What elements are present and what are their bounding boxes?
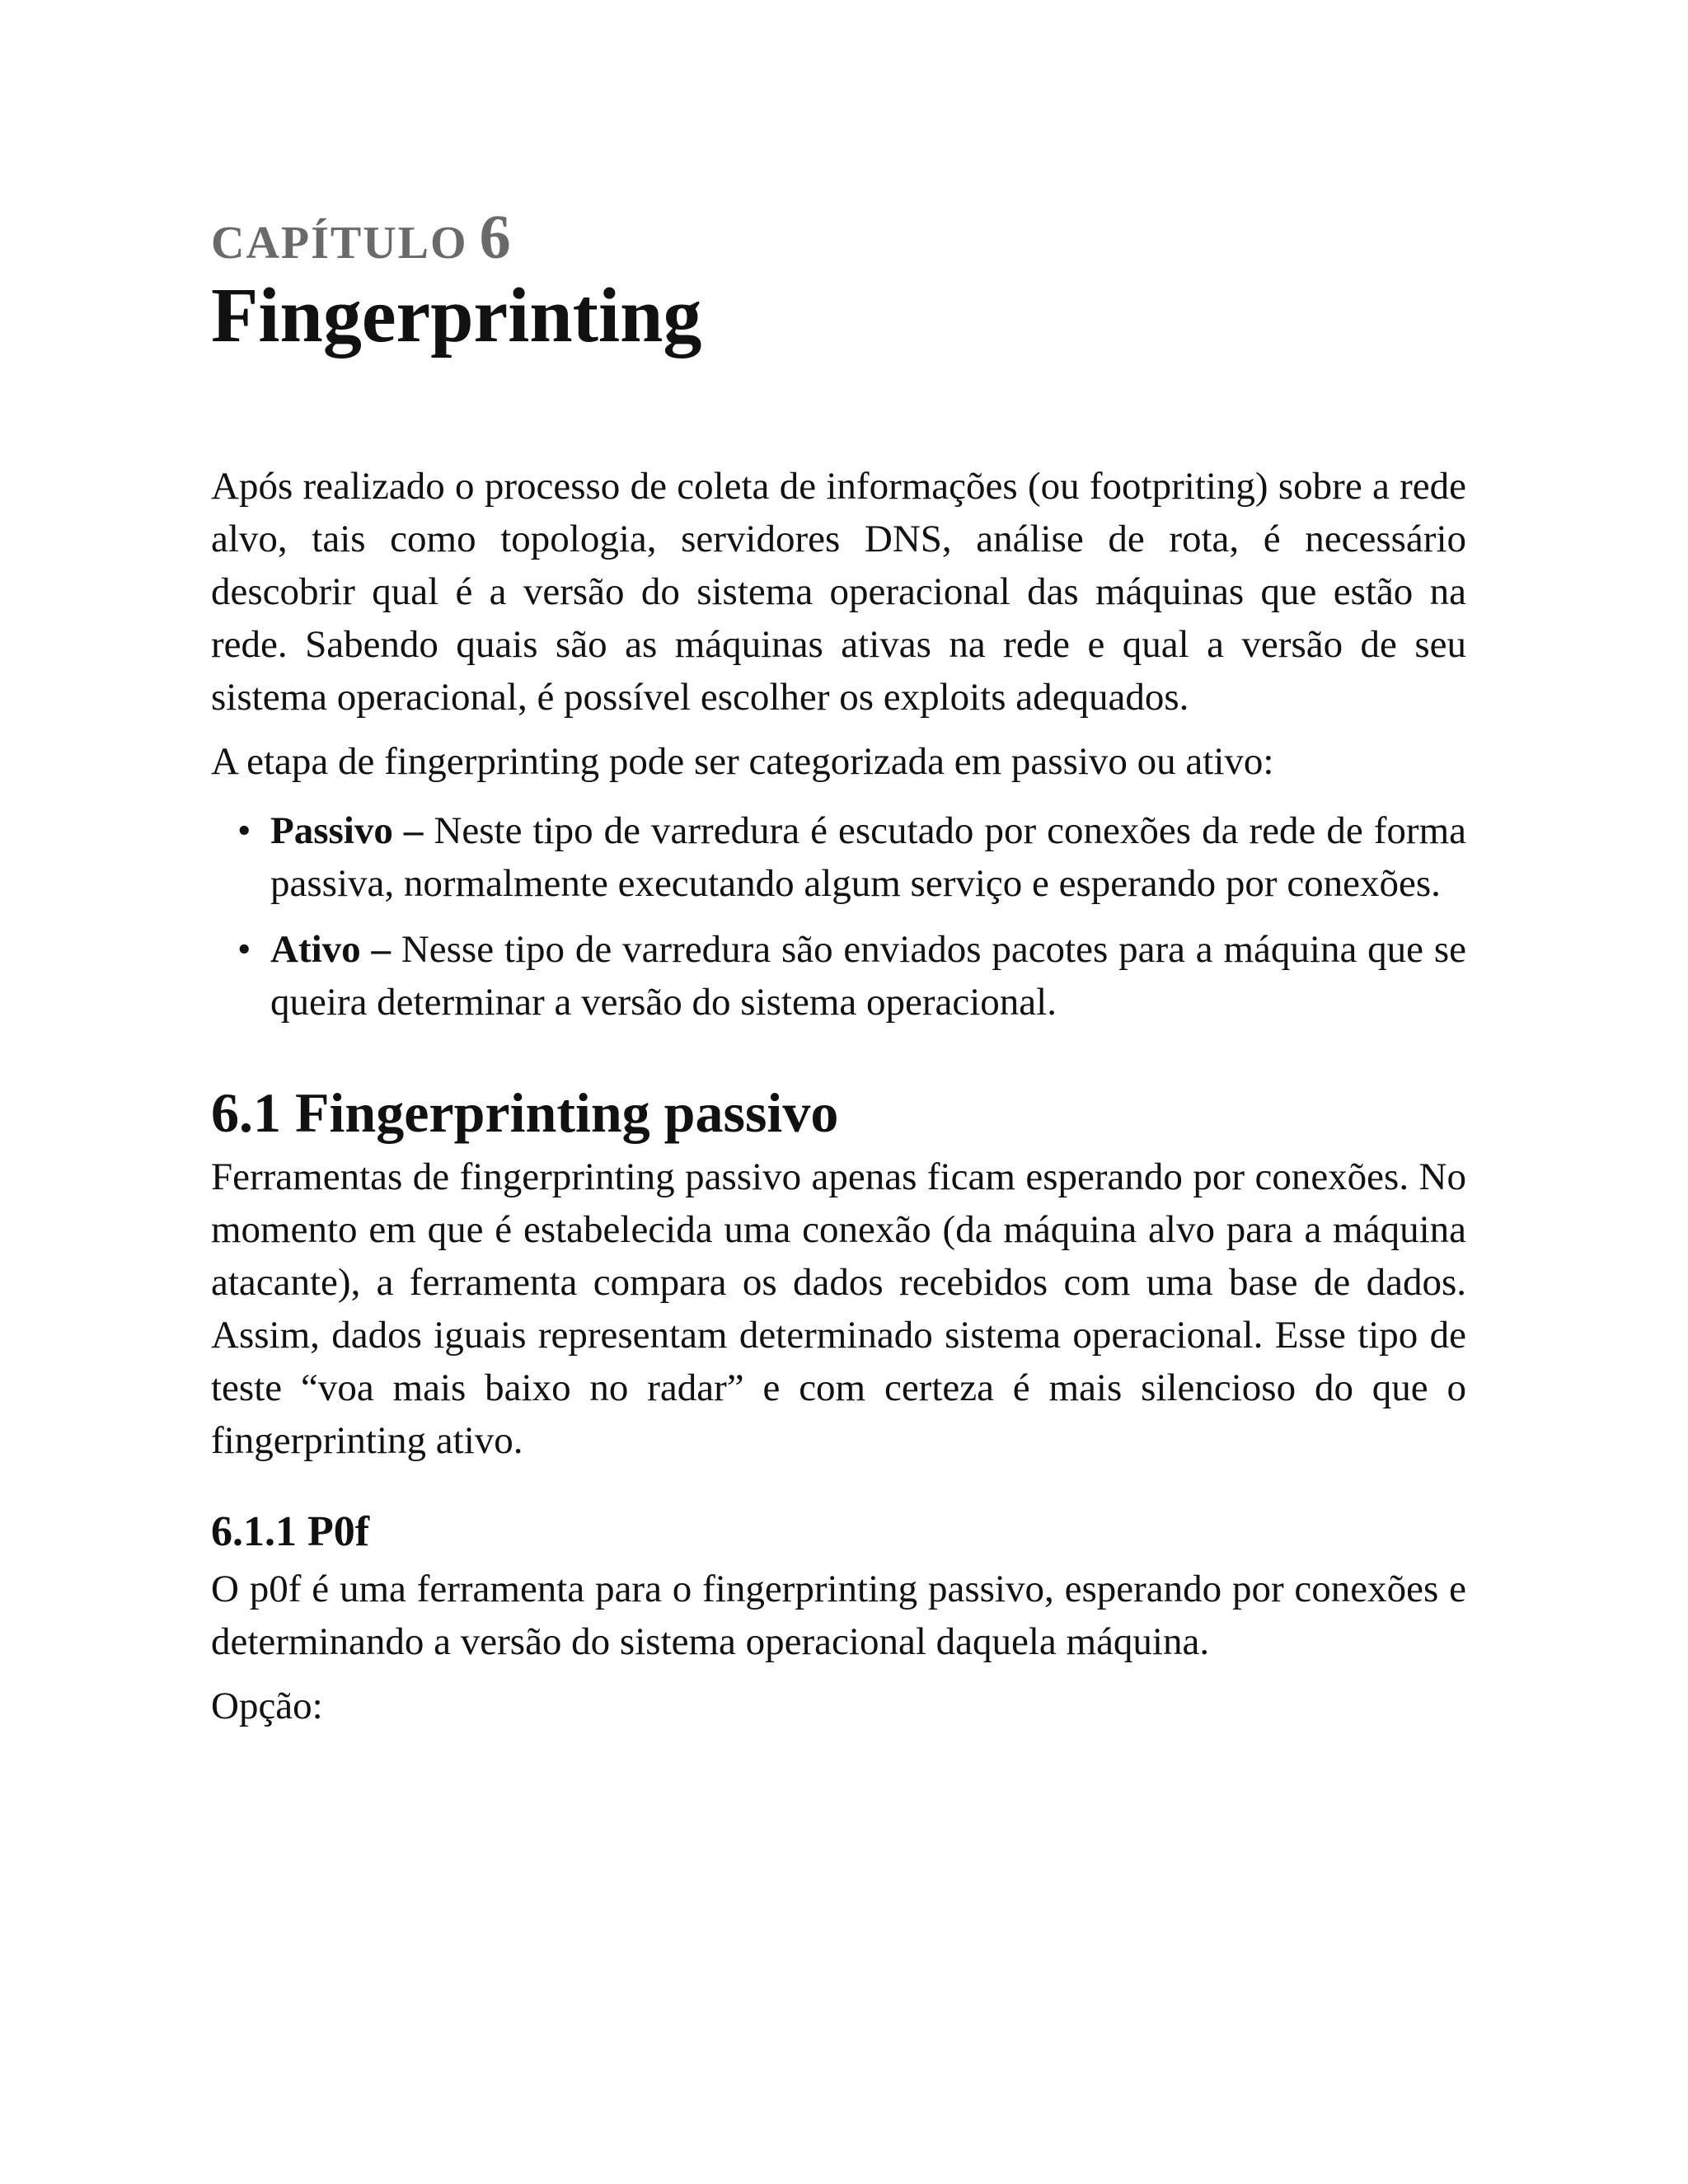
bullet-text: Nesse tipo de varredura são enviados pacotes para a máquina que se queira determinar a versão do sistema operacional.: [270, 928, 1467, 1024]
intro-paragraph: Após realizado o processo de coleta de informações (ou footpriting) sobre a rede alvo, tais como topologia, servidores DNS, análise de rota, é necessário descobrir qual é a versão do sistema operacional das máquinas que estão na rede. Sabendo quais são as máquinas ativas na rede e qual a versão de seu sistema operacional, é possível escolher os exploits adequados.: [211, 465, 1466, 719]
section-heading-6-1-1: 6.1.1 P0f: [211, 1508, 370, 1556]
bullet-term: Passivo –: [270, 809, 424, 853]
list-item-active: [211, 923, 1466, 1029]
fingerprinting-types-list: [211, 804, 1466, 1029]
categories-paragraph: A etapa de fingerprinting pode ser categorizada em passivo ou ativo:: [211, 740, 1274, 784]
bullet-marker: •: [237, 928, 251, 972]
section-heading-6-1: 6.1 Fingerprinting passivo: [211, 1081, 839, 1145]
option-label: Opção:: [211, 1685, 323, 1728]
bullet-text: Neste tipo de varredura é escutado por conexões da rede de forma passiva, normalmente executando algum serviço e esperando por conexões.: [270, 809, 1466, 906]
chapter-number: 6: [479, 203, 511, 272]
chapter-label: [211, 203, 1466, 272]
chapter-title: Fingerprinting: [211, 273, 702, 359]
chapter-word: CAPÍTULO: [211, 218, 468, 269]
bullet-marker: •: [237, 809, 251, 853]
section-6-1-1-paragraph: O p0f é uma ferramenta para o fingerprinting passivo, esperando por conexões e determinando a versão do sistema operacional daquela máquina.: [211, 1568, 1466, 1664]
section-6-1-paragraph: Ferramentas de fingerprinting passivo apenas ficam esperando por conexões. No momento em que é estabelecida uma conexão (da máquina alvo para a máquina atacante), a ferramenta compara os dados recebidos com uma base de dados. Assim, dados iguais representam determinado sistema operacional. Esse tipo de teste “voa mais baixo no radar” e com certeza é mais silencioso do que o fingerprinting ativo.: [211, 1155, 1466, 1463]
list-item-passive: [211, 804, 1466, 910]
document-page: [211, 203, 1467, 1732]
bullet-term: Ativo –: [270, 928, 391, 972]
